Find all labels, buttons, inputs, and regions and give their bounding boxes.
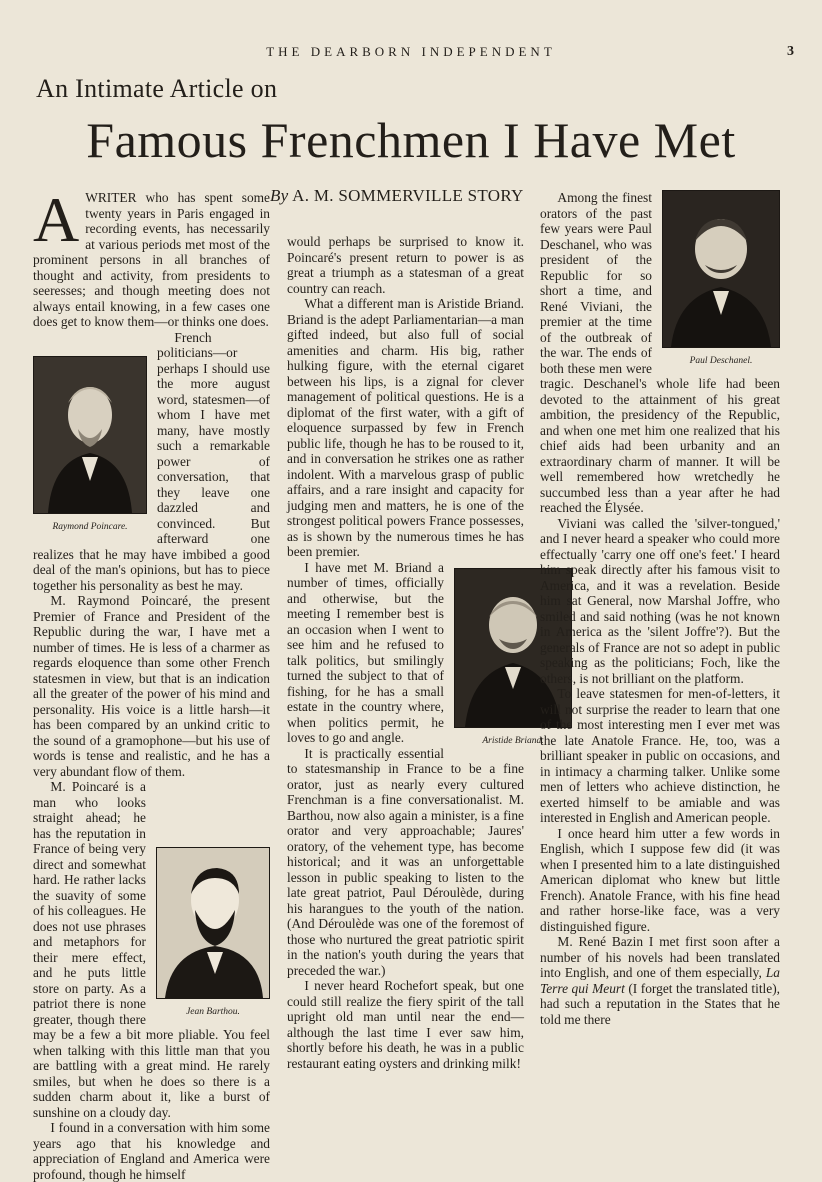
page-number: 3 <box>787 44 794 59</box>
portrait-illustration <box>34 357 146 513</box>
paragraph: Among the finest orators of the past few years were Paul Deschanel, who was president of the Republic for so short a time, and René Viviani, the premier at the time of the outbreak of the war. The ends of both these men were tragic. Deschanel's whole life had been devoted to the attainment of his great ambition, the presidency of the Republic, and when one met him one realized that his chief aids had been urbanity and an extraordinary charm of manner. It will be well remembered how wretchedly he succumbed less than a year after he had reached the Élysée. <box>540 190 780 515</box>
byline-author: A. M. SOMMERVILLE STORY <box>292 186 524 205</box>
paragraph: I once heard him utter a few words in English, which I suppose few did (it was when I presented him to a late distinguished American diplomat who knew but little French). Anatole France, with his fine head and rather horse-like face, was a very distinguished figure. <box>540 825 780 934</box>
paragraph: M. Poincaré is a man who looks straight ahead; he has the reputation in France of being very direct and somewhat hard. He rather lacks the suavity of some of his colleagues. He does not use phrases and metaphors for their mere effect, and he puts little store on party. As a patriot there is none greater, though there may be a few a bit more pliable. You feel when talking with this little man that you are battling with a great mind. He rarely smiles, but when he does so there is a sudden charm about it, like a burst of sunshine on a cloudy day. <box>33 779 270 1120</box>
book-title: La Terre qui Meurt <box>540 965 780 996</box>
paragraph: AWRITER who has spent some twenty years in Paris engaged in recording events, has necessarily at various periods met most of the prominent persons in all branches of thought and activity, from presidents to seeresses; and though meeting does not always entail knowing, in a few cases one does get to know them—or thinks one does. <box>33 184 270 329</box>
paragraph: It is practically essential to statesmanship in France to be a fine orator, just as nearly every cultured Frenchman is a fine conversationalist. M. Barthou, now also again a minister, is a fine orator and very approachable; Jaures' oratory, of the vehement type, has become historical; and it was an unforgettable lesson in public speaking to listen to the late great patriot, Paul Déroulède, during his harangues to the youth of the nation. (And Déroulède was one of the foremost of those who nurtured the great patriotic spirit in the nation's youth during the years that preceded the war.) <box>287 745 524 978</box>
figure-poincare <box>33 356 147 536</box>
paragraph: I have met M. Briand a number of times, officially and otherwise, but the meeting I remember best is an occasion when I went to see him and he refused to talk politics, but smilingly turned the subject to that of fishing, for he has a small estate in the country where, when politics permit, he loves to go and angle. <box>287 559 444 745</box>
figure-caption: Aristide Briand. <box>482 735 544 746</box>
byline <box>270 186 524 206</box>
running-head: THE DEARBORN INDEPENDENT <box>266 44 556 59</box>
figure-deschanel <box>662 190 780 370</box>
figure-caption: Paul Deschanel. <box>689 356 753 366</box>
paragraph: M. René Bazin I met first soon after a number of his novels had been translated into English, and one of them especially, La Terre qui Meurt (I forget the translated title), had such a reputation in the States that he told me there <box>540 934 781 1027</box>
drop-cap: A <box>33 184 80 255</box>
byline-by: By <box>270 186 289 205</box>
article-kicker: An Intimate Article on <box>36 74 278 103</box>
figure-caption: Raymond Poincare. <box>52 521 128 532</box>
paragraph: What a different man is Aristide Briand. Briand is the adept Parliamentarian—a man gifted indeed, but also full of social amenities and charm. His big, rather hulking figure, with the eternal cigaret between his lips, is a zignal for clever management of political questions. He is a diplomat of the first water, with a gift of eloquence surpassed by few in French public life, though he has to be roused to it, and in conversation he strikes one as rather indolent. With a marvelous grasp of public affairs, and a rare insight and capacity for judging men and matters, he is one of the strongest political powers France possesses, as is shown by the numerous times he has been premier. <box>287 296 524 559</box>
article-title: Famous Frenchmen I Have Met <box>86 112 736 168</box>
paragraph: would perhaps be surprised to know it. Poincaré's present return to power is as great a triumph as a statesman of a great country can reach. <box>287 234 524 296</box>
column-2 <box>287 234 544 1071</box>
column-3 <box>540 190 780 1027</box>
portrait-photo <box>156 847 270 999</box>
paragraph: I found in a conversation with him some years ago that his knowledge and appreciation of England and America were profound, though he himself <box>33 1120 270 1182</box>
column-1 <box>33 184 270 1182</box>
portrait-photo <box>33 356 147 514</box>
paragraph: M. Raymond Poincaré, the present Premier of France and President of the Republic during the war, I have met a number of times. He is less of a charmer as regards eloquence than some other French statesmen in view, but that is an indication all the greater of the power of his mind and personality. His voice is a little harsh—it has been compared by an unkind critic to the sound of a gramophone—but his use of words is tense and realistic, and he has a very abundant flow of them. <box>33 593 270 779</box>
paragraph: To leave statesmen for men-of-letters, it will not surprise the reader to learn that one of the most interesting men I ever met was the late Anatole France. He, too, was a brilliant speaker in public on occasions, and in intimacy a charming talker. Unlike some men of letters who achieve distinction, he exerted himself to be amiable and was interested in English and American people. <box>540 686 780 825</box>
paragraph: French politicians—or perhaps I should use the more august word, statesmen—of whom I have met many, have mostly such a remarkable power of conversation, that they leave one dazzled and convinced. But afterward one realizes that he may have imbibed a good deal of the man's opinions, but has to piece together his personality as best he may. <box>33 329 270 593</box>
figure-caption: Jean Barthou. <box>186 1007 240 1017</box>
figure-barthou <box>156 847 270 1021</box>
paragraph: I never heard Rochefort speak, but one could still realize the fiery spirit of the tall upright old man until near the end—although the last time I ever saw him, shortly before his death, he was in a public restaurant eating oysters and drinking milk! <box>287 978 524 1071</box>
portrait-photo <box>662 190 780 348</box>
paragraph: Viviani was called the 'silver-tongued,' and I never heard a speaker who could more effectually 'carry one off one's feet.' I heard him speak directly after his famous visit to America, and it was a revelation. Beside him sat General, now Marshal Joffre, who smiled and said nothing (was he not known in America as the 'silent Joffre'?). But the generals of France are not so adept in public speaking as the politicians; Foch, like the others, is not brilliant on the platform. <box>540 515 780 686</box>
